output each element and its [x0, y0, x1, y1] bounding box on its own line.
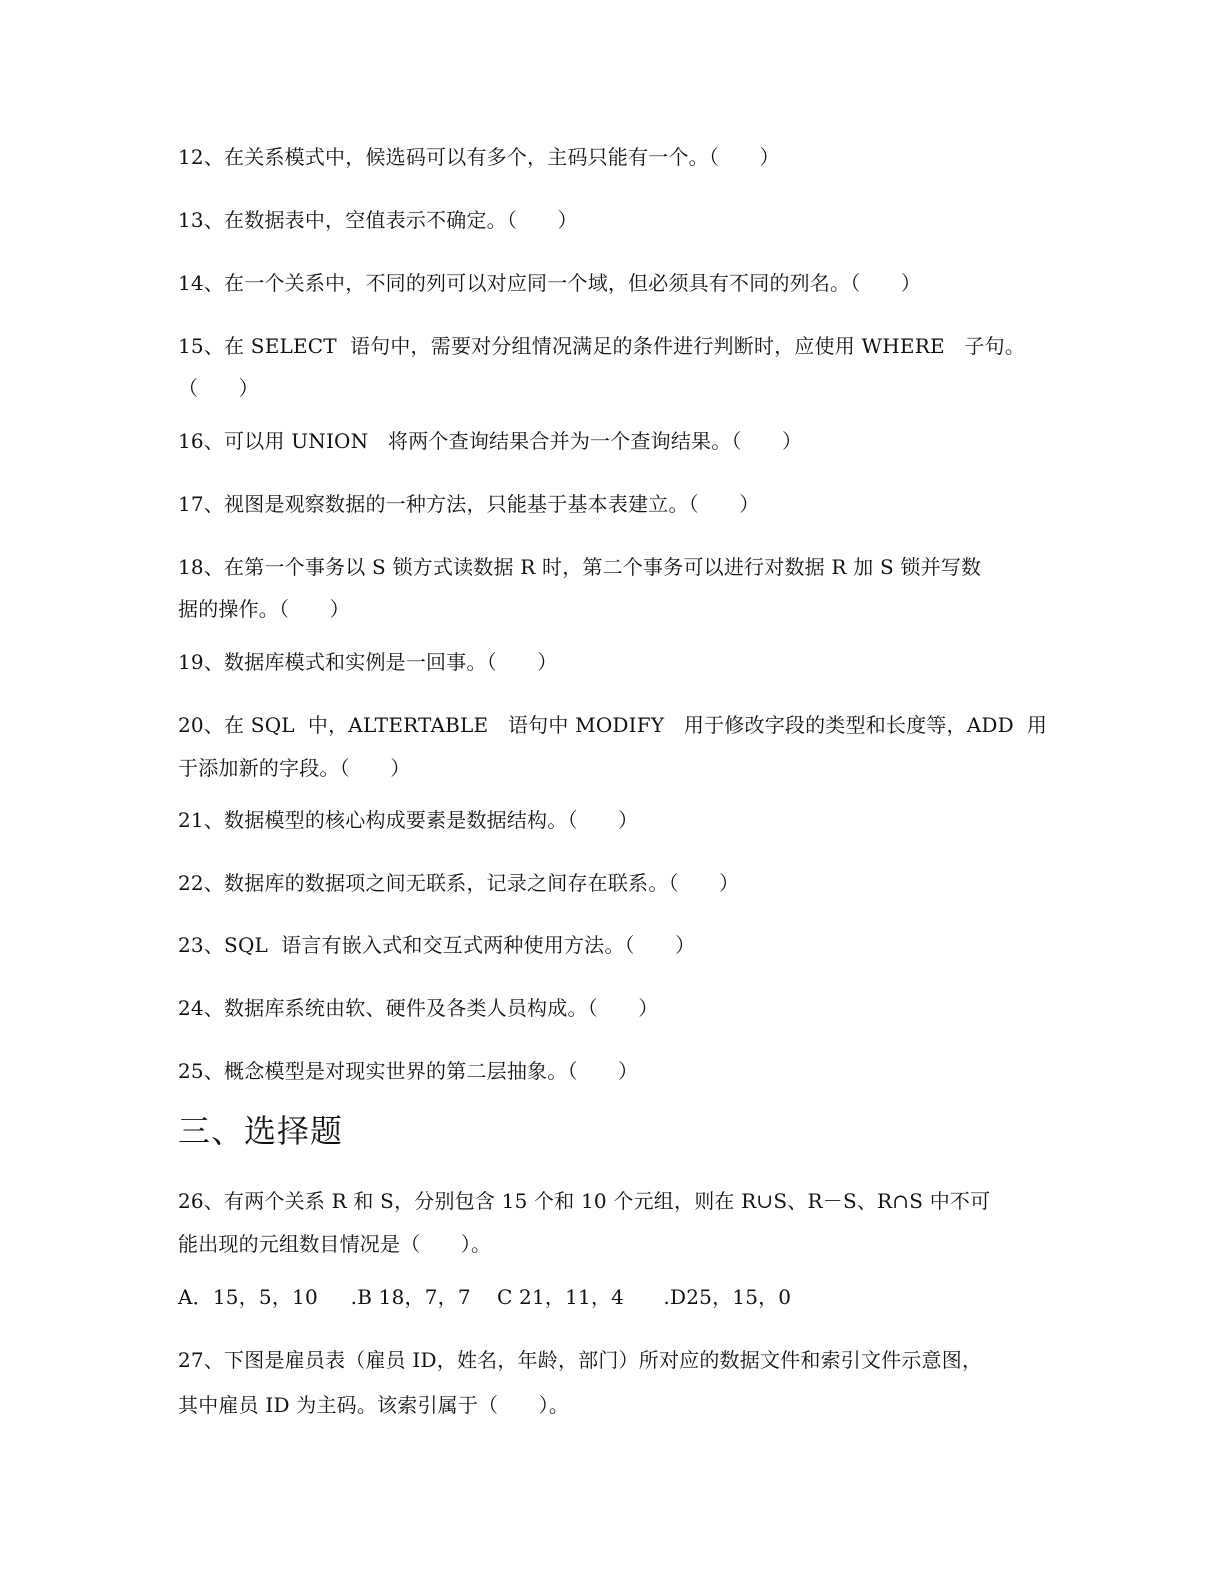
question-20-line-2: 于添加新的字段。（ ） [178, 756, 411, 780]
question-18-line-2: 据的操作。（ ） [178, 597, 350, 621]
question-27-line-1: 27、下图是雇员表（雇员 ID，姓名，年龄，部门）所对应的数据文件和索引文件示意图， [178, 1348, 983, 1372]
question-16: 16、可以用 UNION 将两个查询结果合并为一个查询结果。（ ） [178, 429, 803, 453]
question-24: 24、数据库系统由软、硬件及各类人员构成。（ ） [178, 996, 659, 1020]
section-heading: 三、选择题 [178, 1112, 344, 1150]
question-12: 12、在关系模式中，候选码可以有多个，主码只能有一个。（ ） [178, 145, 780, 169]
question-15-line-1: 15、在 SELECT 语句中，需要对分组情况满足的条件进行判断时，应使用 WHERE 子句。 [178, 334, 1026, 358]
question-14: 14、在一个关系中，不同的列可以对应同一个域，但必须具有不同的列名。（ ） [178, 271, 922, 295]
question-17: 17、视图是观察数据的一种方法，只能基于基本表建立。（ ） [178, 492, 760, 516]
question-15-line-2: （ ） [178, 376, 259, 400]
question-19: 19、数据库模式和实例是一回事。（ ） [178, 650, 558, 674]
question-21: 21、数据模型的核心构成要素是数据结构。（ ） [178, 808, 639, 832]
question-26-options: A．15，5，10 .B 18，7，7 C 21，11，4 .D25，15，0 [178, 1285, 792, 1309]
question-22: 22、数据库的数据项之间无联系，记录之间存在联系。（ ） [178, 871, 740, 895]
question-27-line-2: 其中雇员 ID 为主码。该索引属于（ ）。 [178, 1393, 570, 1417]
question-13: 13、在数据表中，空值表示不确定。（ ） [178, 208, 578, 232]
question-20-line-1: 20、在 SQL 中，ALTERTABLE 语句中 MODIFY 用于修改字段的类型和长度等，ADD 用 [178, 713, 1048, 737]
question-18-line-1: 18、在第一个事务以 S 锁方式读数据 R 时，第二个事务可以进行对数据 R 加 S 锁并写数 [178, 555, 982, 579]
question-26-line-1: 26、有两个关系 R 和 S，分别包含 15 个和 10 个元组，则在 R∪S、R－S、R∩S 中不可 [178, 1189, 991, 1213]
question-26-line-2: 能出现的元组数目情况是（ ）。 [178, 1232, 492, 1256]
question-23: 23、SQL 语言有嵌入式和交互式两种使用方法。（ ） [178, 933, 696, 957]
question-25: 25、概念模型是对现实世界的第二层抽象。（ ） [178, 1059, 639, 1083]
